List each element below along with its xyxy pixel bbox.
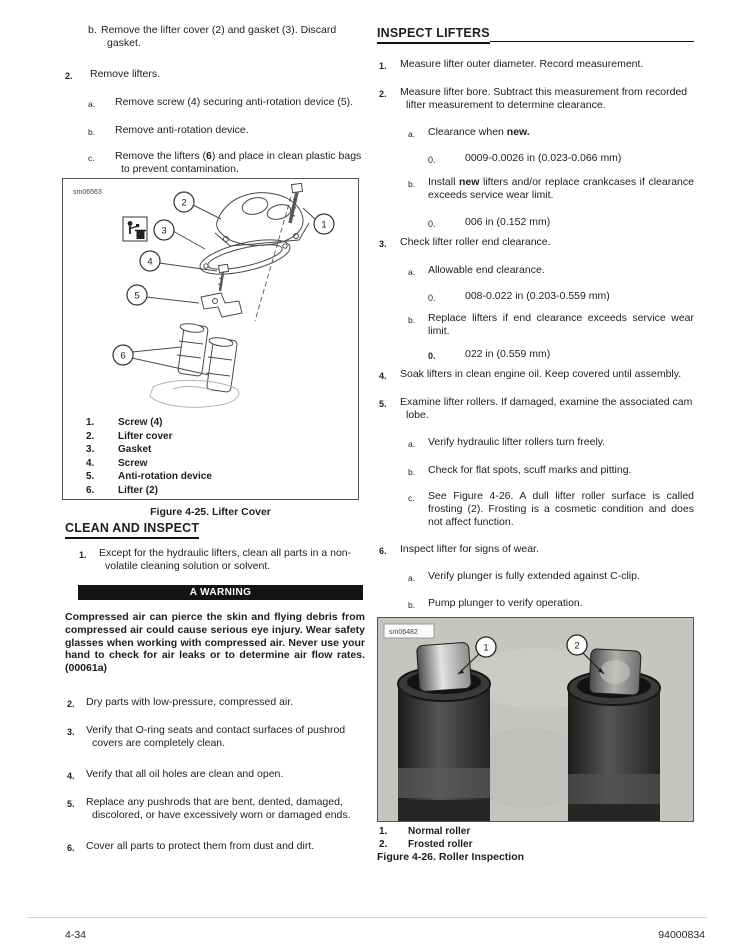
step-text: Remove the lifter cover (2) and gasket (3). Discard gasket. xyxy=(101,24,337,49)
step-text: Cover all parts to protect them from dust and dirt. xyxy=(86,840,315,852)
legend-row xyxy=(63,470,358,484)
inspect-step-2 xyxy=(377,86,694,112)
callout-1-number: 1 xyxy=(483,642,489,654)
inspect-step-2a xyxy=(377,126,694,141)
legend-label: Screw (4) xyxy=(118,417,163,428)
value-marker: 0. xyxy=(428,154,436,165)
gasket-drawing xyxy=(197,233,293,281)
legend-num: 5. xyxy=(86,471,95,482)
step-text: Install new lifters and/or replace crankcases if clearance exceeds service wear limit. xyxy=(428,176,694,201)
list-marker: b. xyxy=(408,315,416,325)
section-heading-clean-and-inspect xyxy=(65,521,365,539)
list-marker: 2. xyxy=(65,70,73,81)
figure-4-25-box xyxy=(62,178,359,500)
legend-row xyxy=(63,416,358,430)
figure-image-code-label xyxy=(384,624,434,638)
value-marker: 0. xyxy=(428,292,436,303)
legend-label: Anti-rotation device xyxy=(118,471,212,482)
callout-4-number: 4 xyxy=(147,256,153,268)
list-marker: b. xyxy=(408,179,416,189)
roller-inspection-photo xyxy=(378,618,693,821)
warning-banner: A WARNING xyxy=(78,585,363,600)
centerline xyxy=(255,197,291,321)
substep-b-remove-cover xyxy=(65,24,365,50)
step-text: Examine lifter rollers. If damaged, examine the associated cam lobe. xyxy=(400,396,693,421)
spec-value-text: 008-0.022 in (0.203-0.559 mm) xyxy=(465,290,610,302)
list-marker: c. xyxy=(88,153,95,163)
legend-row xyxy=(377,825,694,838)
spec-value-text: 0009-0.0026 in (0.023-0.066 mm) xyxy=(465,152,622,164)
clean-step-1 xyxy=(65,547,365,573)
list-marker: 6. xyxy=(379,545,387,556)
anti-rotation-device-drawing xyxy=(201,293,242,317)
spec-value-end-clearance xyxy=(377,290,694,305)
step-text: Inspect lifter for signs of wear. xyxy=(400,543,539,555)
step-text: Clearance when new. xyxy=(428,126,530,138)
spec-value-end-clearance-limit xyxy=(377,348,694,363)
inspect-step-6 xyxy=(377,543,694,558)
clean-step-6 xyxy=(65,840,365,855)
step-text: Remove screw (4) securing anti-rotation device (5). xyxy=(115,96,354,108)
legend-label: Normal roller xyxy=(408,826,471,837)
step-text: Check for flat spots, scuff marks and pitting. xyxy=(428,464,632,476)
spec-value-text: 006 in (0.152 mm) xyxy=(465,216,551,228)
step-text: Remove anti-rotation device. xyxy=(115,124,249,136)
callout-6-number: 6 xyxy=(120,350,126,362)
spec-value-new-clearance xyxy=(377,152,694,167)
list-marker: c. xyxy=(408,493,415,503)
list-marker: a. xyxy=(408,129,416,139)
spec-value-text: 022 in (0.559 mm) xyxy=(465,348,551,360)
list-marker: 1. xyxy=(79,549,87,560)
legend-label: Lifter cover xyxy=(118,430,173,442)
legend-label: Screw xyxy=(118,457,148,469)
substep-b xyxy=(65,124,365,139)
section-heading-inspect-lifters xyxy=(377,26,694,44)
step-text: Allowable end clearance. xyxy=(428,264,545,276)
inspect-step-5a xyxy=(377,436,694,451)
list-marker: 2. xyxy=(67,698,75,709)
step-text: Remove lifters. xyxy=(90,68,161,80)
engine-case-sketch xyxy=(150,380,239,407)
clean-step-5 xyxy=(65,796,365,822)
inspect-step-5c xyxy=(377,490,694,529)
substep-a xyxy=(65,96,365,111)
callout-2-number: 2 xyxy=(574,640,580,652)
step-text: Check lifter roller end clearance. xyxy=(400,236,551,248)
callout-3-number: 3 xyxy=(161,225,167,237)
list-marker: b. xyxy=(408,467,416,477)
document-number: 94000834 xyxy=(658,929,705,941)
legend-row xyxy=(63,484,358,498)
warning-text: Compressed air can pierce the skin and flying debris from compressed air could cause serious eye injury. Wear safety glasses when working with compressed air. Never use your hand to check for air leaks or to determine air flow rates. (00061a) xyxy=(65,611,365,675)
step-2-remove-lifters xyxy=(65,68,365,83)
spec-value-wear-limit xyxy=(377,216,694,231)
screw-4-drawing xyxy=(218,264,229,291)
callout-5-number: 5 xyxy=(134,290,140,302)
step-text: Soak lifters in clean engine oil. Keep covered until assembly. xyxy=(400,368,682,380)
list-marker: b. xyxy=(88,24,97,36)
step-text: Pump plunger to verify operation. xyxy=(428,597,583,609)
step-text: Replace lifters if end clearance exceeds service wear limit. xyxy=(428,312,694,337)
legend-row xyxy=(63,430,358,444)
inspect-step-4 xyxy=(377,368,694,383)
step-text: Verify hydraulic lifter rollers turn freely. xyxy=(428,436,606,448)
clean-step-4 xyxy=(65,768,365,783)
list-marker: 2. xyxy=(379,88,387,99)
inspect-step-2b xyxy=(377,176,694,202)
step-text: Measure lifter outer diameter. Record measurement. xyxy=(400,58,644,70)
callout-2-number: 2 xyxy=(181,197,187,209)
legend-label: Frosted roller xyxy=(408,839,473,850)
heading-rule-extension xyxy=(490,41,694,42)
clean-step-3 xyxy=(65,724,365,750)
inspect-step-6a xyxy=(377,570,694,585)
figure-4-25-caption: Figure 4-25. Lifter Cover xyxy=(150,506,271,518)
legend-row xyxy=(63,443,358,457)
step-text: Measure lifter bore. Subtract this measurement from recorded lifter measurement to determine clearance. xyxy=(400,86,688,111)
list-marker: 1. xyxy=(379,60,387,71)
value-marker: 0. xyxy=(428,350,436,361)
list-marker: 4. xyxy=(379,370,387,381)
list-marker: 5. xyxy=(67,798,75,809)
step-text: Verify that all oil holes are clean and open. xyxy=(86,768,284,780)
legend-label: Lifter (2) xyxy=(118,484,158,496)
list-marker: a. xyxy=(88,99,96,109)
lifters-drawing xyxy=(177,322,238,392)
step-text: Except for the hydraulic lifters, clean all parts in a non-volatile cleaning solution or solvent. xyxy=(99,547,352,572)
legend-label: Gasket xyxy=(118,444,152,455)
right-column xyxy=(377,24,694,924)
legend-num: 3. xyxy=(86,444,95,455)
inspect-step-5b xyxy=(377,464,694,479)
inspect-step-1 xyxy=(377,58,694,73)
list-marker: 6. xyxy=(67,842,75,853)
inspect-step-6b xyxy=(377,597,694,612)
step-text: Dry parts with low-pressure, compressed air. xyxy=(86,696,294,708)
inspect-step-3 xyxy=(377,236,694,251)
left-column xyxy=(65,24,365,924)
callout-1-number: 1 xyxy=(321,219,327,231)
step-text: See Figure 4-26. A dull lifter roller surface is called frosting (2). Frosting is a cosmetic condition and does not affect function. xyxy=(428,490,694,528)
step-text: Remove the lifters (6) and place in clean plastic bags to prevent contamination. xyxy=(115,150,362,175)
legend-num: 2. xyxy=(86,430,95,442)
list-marker: a. xyxy=(408,267,416,277)
section-heading-text: CLEAN AND INSPECT xyxy=(65,521,199,539)
legend-row xyxy=(63,457,358,471)
value-marker: 0. xyxy=(428,218,436,229)
list-marker: a. xyxy=(408,573,416,583)
legend-num: 2. xyxy=(379,839,388,850)
inspect-step-3a xyxy=(377,264,694,279)
dispose-in-trash-icon xyxy=(123,217,147,241)
list-marker: 3. xyxy=(67,726,75,737)
legend-num: 6. xyxy=(86,484,95,496)
clean-step-2 xyxy=(65,696,365,711)
step-text: Verify plunger is fully extended against C-clip. xyxy=(428,570,640,582)
page-number: 4-34 xyxy=(65,929,87,941)
inspect-step-5 xyxy=(377,396,694,422)
legend-num: 1. xyxy=(86,417,95,428)
figure-image-code: sm06482 xyxy=(389,629,418,636)
lifter-cover-exploded-diagram xyxy=(63,179,358,416)
figure-4-26-box xyxy=(377,617,694,822)
inspect-step-3b xyxy=(377,312,694,338)
figure-4-26-caption: Figure 4-26. Roller Inspection xyxy=(377,851,525,863)
step-text: Verify that O-ring seats and contact surfaces of pushrod covers are completely clean. xyxy=(86,724,346,749)
step-text: Replace any pushrods that are bent, dented, damaged, discolored, or have excessively worn or damaged ends. xyxy=(86,796,351,821)
list-marker: a. xyxy=(408,439,416,449)
legend-row xyxy=(377,838,694,851)
list-marker: 5. xyxy=(379,398,387,409)
legend-num: 4. xyxy=(86,457,95,469)
substep-c xyxy=(65,150,365,176)
list-marker: 3. xyxy=(379,238,387,249)
list-marker: 4. xyxy=(67,770,75,781)
screw-1-drawing xyxy=(290,183,303,223)
footer-rule xyxy=(28,917,707,918)
list-marker: b. xyxy=(408,600,416,610)
legend-num: 1. xyxy=(379,826,388,837)
list-marker: b. xyxy=(88,127,96,137)
section-heading-text: INSPECT LIFTERS xyxy=(377,26,490,44)
figure-image-code: sm06563 xyxy=(73,189,102,196)
